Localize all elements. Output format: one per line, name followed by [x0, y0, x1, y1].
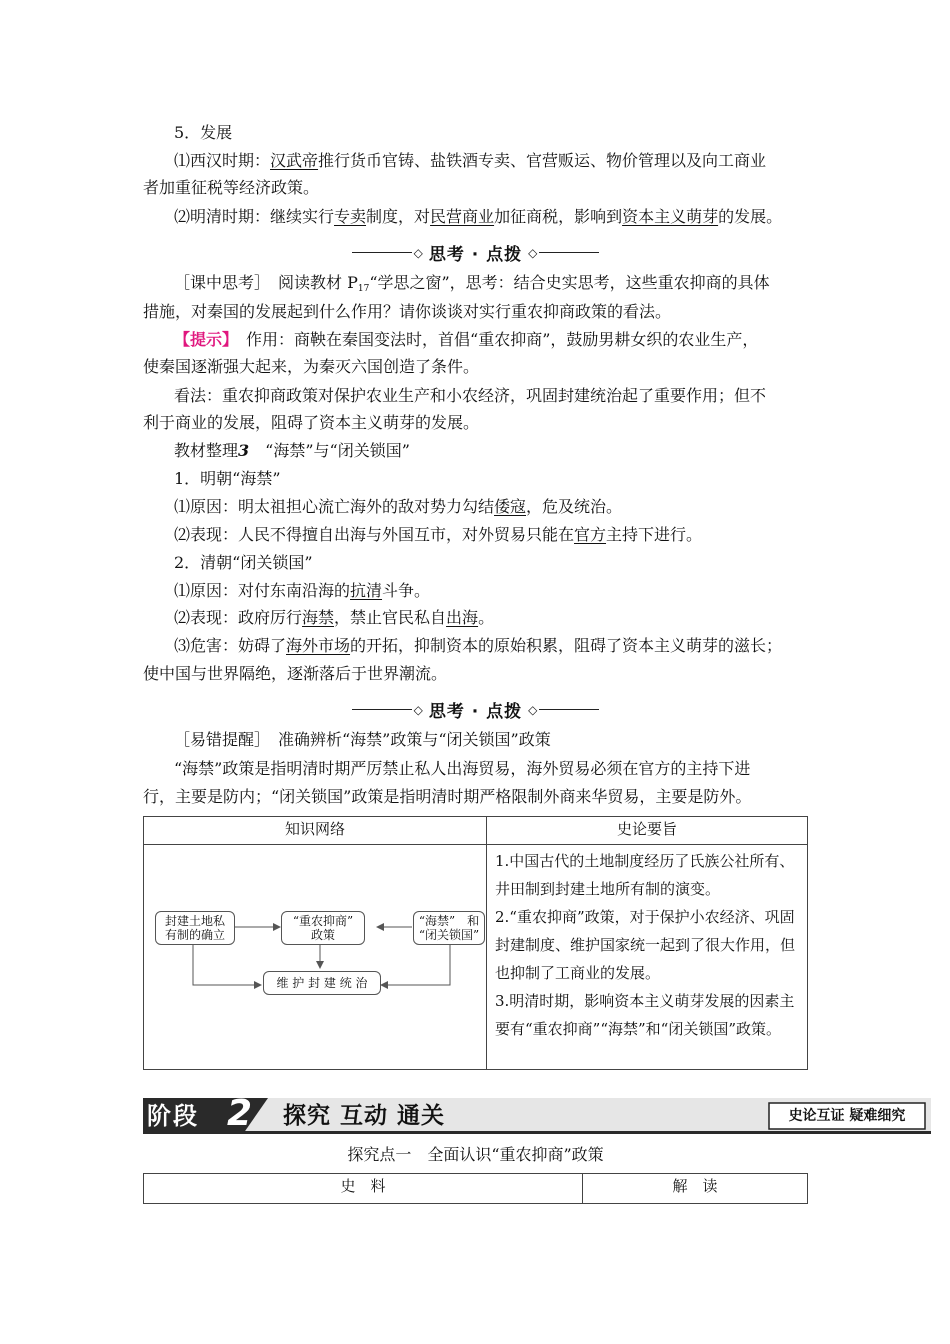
think-question-cont: 措施，对秦国的发展起到什么作用？请你谈谈对实行重农抑商政策的看法。	[143, 302, 672, 321]
diagram-box-agri-policy	[281, 911, 365, 945]
summary-point: 2.“重农抑商”政策，对于保护小农经济、巩固封建制度、维护国家统一起到了很大作用，但也抑制了工商业的发展。	[495, 908, 796, 982]
underlined-term: 海禁	[302, 608, 335, 627]
text: 加征商税，影响到	[494, 207, 623, 226]
mistake-line2: 行，主要是防内；“闭关锁国”政策是指明清时期严格限制外商来华贸易，主要是防外。	[143, 787, 752, 806]
underlined-term: 官方	[574, 525, 607, 544]
box-text: “海禁” 和	[418, 914, 480, 928]
explore-table	[143, 1173, 808, 1204]
underlined-term: 倭寇	[494, 497, 527, 516]
arrow-line	[193, 944, 261, 985]
text: 斗争。	[382, 581, 431, 600]
view-line: 看法：重农抑商政策对保护农业生产和小农经济，巩固封建统治起了重要作用；但不	[174, 386, 767, 405]
tip-label: 【提示】	[174, 330, 231, 349]
ming-item2	[174, 524, 839, 546]
divider	[539, 252, 599, 253]
table-header-cell: 史论要旨	[487, 817, 808, 845]
underlined-term: 出海	[446, 608, 479, 627]
underlined-term: 抗清	[350, 581, 383, 600]
text: ⑵明清时期：继续实行	[174, 207, 335, 226]
text: 推行货币官铸、盐铁酒专卖、官营贩运、物价管理以及向工商业	[318, 151, 767, 170]
table-header-cell: 知识网络	[144, 817, 487, 845]
stage-number: 2	[227, 1093, 253, 1134]
text: “海禁”与“闭关锁国”	[249, 441, 410, 460]
summary-point: 3.明清时期，影响资本主义萌芽发展的因素主要有“重农抑商”“海禁”和“闭关锁国”政策。	[495, 992, 795, 1038]
qing-item3-cont: 使中国与世界隔绝，逐渐落后于世界潮流。	[143, 664, 448, 683]
section5-item1	[174, 150, 839, 172]
divider	[352, 709, 412, 710]
stage-banner	[143, 1093, 931, 1134]
ming-title: 1．明朝“海禁”	[174, 469, 281, 488]
think-heading-2	[143, 697, 808, 722]
text: ，危及统治。	[526, 497, 623, 516]
underlined-term: 资本主义萌芽	[622, 207, 719, 226]
table-header-cell: 解 读	[583, 1174, 808, 1204]
text: 的开拓，抑制资本的原始积累，阻碍了资本主义萌芽的滋长；	[350, 636, 783, 655]
mistake-label: ［易错提醒］ 准确辨析“海禁”政策与“闭关锁国”政策	[174, 730, 551, 749]
summary-points-cell	[487, 845, 808, 1070]
number: 3	[238, 441, 250, 460]
box-text: 政策	[310, 928, 335, 942]
heading-text: 思考 · 点拨	[428, 245, 523, 265]
text: ⑵表现：政府厉行	[174, 608, 303, 627]
explore-title: 探究点一 全面认识“重农抑商”政策	[347, 1145, 604, 1164]
arrow-line	[381, 944, 450, 985]
diamond-icon: ◇	[413, 245, 423, 260]
divider	[539, 709, 599, 710]
diagram-box-land-ownership	[155, 911, 235, 945]
box-text: 有制的确立	[164, 928, 225, 942]
diagram-arrows	[143, 845, 486, 1070]
text: 主持下进行。	[606, 525, 703, 544]
text: ⑴西汉时期：	[174, 151, 271, 170]
mistake-line1: “海禁”政策是指明清时期严厉禁止私人出海贸易，海外贸易必须在官方的主持下进	[174, 759, 751, 778]
divider	[352, 252, 412, 253]
section5-title: 5．发展	[174, 123, 233, 142]
underlined-term: 专卖	[334, 207, 367, 226]
qing-item2	[174, 607, 839, 629]
stage-word: 阶段	[147, 1102, 199, 1130]
underlined-term: 民营商业	[430, 207, 495, 226]
diamond-icon: ◇	[413, 702, 423, 717]
box-text: “重农抑商”	[292, 914, 354, 928]
subscript: 17	[357, 284, 370, 294]
stage-title: 探究 互动 通关	[283, 1103, 446, 1129]
diamond-icon: ◇	[528, 245, 538, 260]
table-header-row	[144, 817, 808, 845]
ming-item1	[174, 496, 839, 518]
section5-item1-cont: 者加重征税等经济政策。	[143, 178, 320, 197]
text: ⑵表现：人民不得擅自出海与外国互市，对外贸易只能在	[174, 525, 575, 544]
think-heading-1	[143, 240, 808, 265]
heading-text: 思考 · 点拨	[428, 702, 523, 722]
diagram-box-feudal-rule: 维 护 封 建 统 治	[263, 971, 381, 995]
text: ⑶危害：妨碍了	[174, 636, 287, 655]
qing-title: 2．清朝“闭关锁国”	[174, 553, 313, 572]
underlined-term: 海外市场	[286, 636, 351, 655]
text: “学思之窗”，思考：结合史实思考，这些重农抑商的具体	[369, 273, 770, 292]
knowledge-diagram	[143, 845, 486, 1070]
section5-item2	[174, 206, 839, 228]
underlined-term: 汉武帝	[270, 151, 319, 170]
box-text: 封建土地私	[164, 914, 225, 928]
box-text: “闭关锁国”	[418, 928, 480, 942]
text: 制度，对	[366, 207, 431, 226]
diagram-box-sea-ban	[413, 911, 485, 945]
text: 作用：商鞅在秦国变法时，首倡“重农抑商”，鼓励男耕女织的农业生产，	[230, 330, 759, 349]
qing-item3	[174, 635, 839, 657]
tip-line-cont: 使秦国逐渐强大起来，为秦灭六国创造了条件。	[143, 357, 480, 376]
text: 。	[478, 608, 495, 627]
text: ［课中思考］ 阅读教材 P	[174, 273, 358, 292]
text: ⑴原因：对付东南沿海的	[174, 581, 351, 600]
text: 教材整理	[174, 441, 239, 460]
view-line-cont: 利于商业的发展，阻碍了资本主义萌芽的发展。	[143, 413, 480, 432]
summary-point: 1.中国古代的土地制度经历了氏族公社所有、井田制到封建土地所有制的演变。	[495, 852, 795, 898]
table-header-row	[144, 1174, 808, 1204]
material3-title	[174, 440, 839, 462]
text: ，禁止官民私自	[334, 608, 447, 627]
text: 的发展。	[718, 207, 783, 226]
diamond-icon: ◇	[528, 702, 538, 717]
tip-line	[174, 329, 839, 351]
stage-tag: 史论互证 疑难细究	[788, 1108, 906, 1124]
qing-item1	[174, 580, 839, 602]
think-question	[174, 272, 839, 300]
text: ⑴原因：明太祖担心流亡海外的敌对势力勾结	[174, 497, 495, 516]
table-header-cell: 史 料	[144, 1174, 583, 1204]
